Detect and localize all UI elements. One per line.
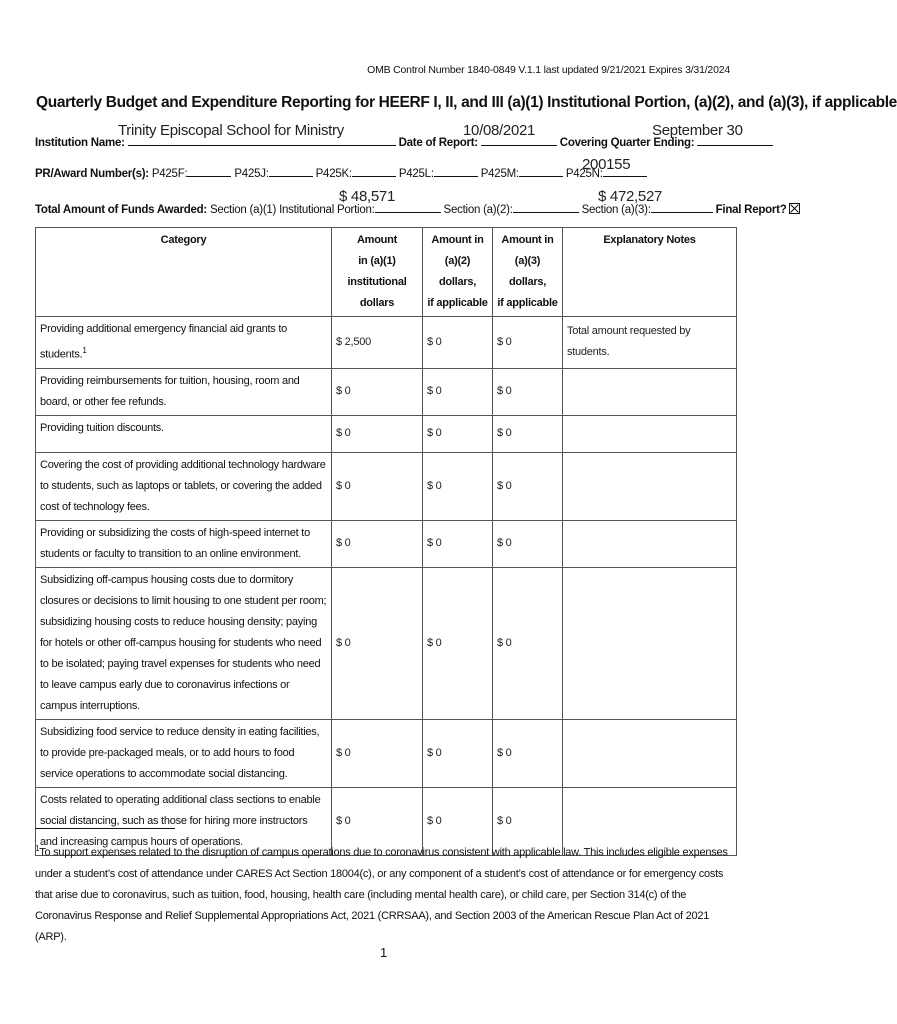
row-a2[interactable]: $ 0 — [423, 368, 493, 415]
row-category: Subsidizing food service to reduce density in eating facilities, to provide pre-packaged meals, or to add hours to food service operations to accommodate social distancing. — [36, 719, 332, 787]
p425f-field[interactable] — [187, 165, 231, 177]
header-a2: Amount in (a)(2) dollars, if applicable — [423, 228, 493, 317]
p425j-field[interactable] — [269, 165, 313, 177]
row-a3[interactable]: $ 0 — [493, 520, 563, 567]
row-category: Covering the cost of providing additional technology hardware to students, such as laptops or tablets, or covering the added cost of technology fees. — [36, 452, 332, 520]
row-a2[interactable]: $ 0 — [423, 719, 493, 787]
row-notes[interactable]: Total amount requested by students. — [563, 317, 737, 369]
award-label: PR/Award Number(s): — [35, 168, 149, 180]
row-a2[interactable]: $ 0 — [423, 787, 493, 855]
row-category: Providing additional emergency financial aid grants to students.$^1$ — [36, 317, 332, 369]
p425l-field[interactable] — [434, 165, 478, 177]
row-a3[interactable]: $ 0 — [493, 567, 563, 719]
table-header-row — [36, 228, 737, 317]
final-report-label: Final Report? — [715, 204, 787, 216]
table-row — [36, 452, 737, 520]
p425n-value: 200155 — [582, 156, 631, 173]
row-a3[interactable]: $ 0 — [493, 415, 563, 452]
row-notes[interactable] — [563, 719, 737, 787]
a3-label: Section (a)(3): — [581, 204, 651, 216]
row-a3[interactable]: $ 0 — [493, 719, 563, 787]
row-a3[interactable]: $ 0 — [493, 317, 563, 369]
expenditure-table — [35, 227, 737, 856]
row-category: Providing tuition discounts. — [36, 415, 332, 452]
p425k-field[interactable] — [352, 165, 396, 177]
a2-label: Section (a)(2): — [443, 204, 513, 216]
a2-field[interactable] — [513, 201, 579, 213]
footnote — [35, 838, 740, 948]
table-row — [36, 719, 737, 787]
total-funds-line — [35, 201, 800, 216]
quarter-value: September 30 — [652, 122, 743, 139]
p425l-label: P425L: — [398, 168, 434, 180]
row-a3[interactable]: $ 0 — [493, 368, 563, 415]
footnote-text: To support expenses related to the disruption of campus operations due to coronavirus consistent with applicable law. This includes eligible expenses under a student’s cost of attendance under CARES Act Section 18004(c), or any component of a student’s cost of attendance or for emergency costs that arise due to coronavirus, such as tuition, food, housing, health care (including mental health care), or child care, per Section 314(c) of the Coronavirus Response and Relief Supplemental Appropriations Act, 2021 (CRRSAA), and Section 2003 of the American Rescue Plan Act of 2021 (ARP). — [35, 846, 728, 943]
quarter-label: Covering Quarter Ending: — [559, 137, 695, 149]
row-a2[interactable]: $ 0 — [423, 452, 493, 520]
table-row — [36, 567, 737, 719]
row-a2[interactable]: $ 0 — [423, 567, 493, 719]
p425k-label: P425K: — [315, 168, 352, 180]
p425f-label: P425F: — [151, 168, 188, 180]
row-a1[interactable]: $ 0 — [332, 719, 423, 787]
footnote-divider — [35, 828, 175, 829]
final-report-checkbox[interactable] — [789, 203, 800, 214]
row-category: Providing reimbursements for tuition, housing, room and board, or other fee refunds. — [36, 368, 332, 415]
p425m-field[interactable] — [519, 165, 563, 177]
a1-label: Section (a)(1) Institutional Portion: — [209, 204, 375, 216]
row-a1[interactable]: $ 0 — [332, 567, 423, 719]
row-category: Subsidizing off-campus housing costs due to dormitory closures or decisions to limit housing to one student per room; subsidizing housing costs to reduce housing density; paying for hotels or other off-campus housing for students who need to be isolated; paying travel expenses for students who need to leave campus early due to coronavirus infections or campus interruptions. — [36, 567, 332, 719]
row-a1[interactable]: $ 0 — [332, 787, 423, 855]
header-a3: Amount in (a)(3) dollars, if applicable — [493, 228, 563, 317]
table-row — [36, 317, 737, 369]
row-a2[interactable]: $ 0 — [423, 415, 493, 452]
row-a1[interactable]: $ 0 — [332, 415, 423, 452]
p425n-label: P425N: — [565, 168, 603, 180]
institution-label: Institution Name: — [35, 137, 125, 149]
row-category: Costs related to operating additional class sections to enable social distancing, such as those for hiring more instructors and increasing campus hours of operations. — [36, 787, 332, 855]
table-row — [36, 368, 737, 415]
date-label: Date of Report: — [398, 137, 478, 149]
row-notes[interactable] — [563, 415, 737, 452]
row-notes[interactable] — [563, 452, 737, 520]
row-notes[interactable] — [563, 368, 737, 415]
header-a1: Amount in (a)(1) institutional dollars — [332, 228, 423, 317]
table-row — [36, 415, 737, 452]
row-a1[interactable]: $ 0 — [332, 452, 423, 520]
header-category: Category — [36, 228, 332, 317]
a1-value: $ 48,571 — [339, 188, 395, 205]
institution-value: Trinity Episcopal School for Ministry — [118, 122, 344, 139]
row-a3[interactable]: $ 0 — [493, 452, 563, 520]
p425m-label: P425M: — [480, 168, 519, 180]
a3-value: $ 472,527 — [598, 188, 663, 205]
total-label: Total Amount of Funds Awarded: — [35, 204, 208, 216]
table-row — [36, 520, 737, 567]
page-number: 1 — [380, 945, 388, 960]
row-notes[interactable] — [563, 520, 737, 567]
row-category: Providing or subsidizing the costs of high-speed internet to students or faculty to transition to an online environment. — [36, 520, 332, 567]
row-a1[interactable]: $ 0 — [332, 368, 423, 415]
row-a2[interactable]: $ 0 — [423, 317, 493, 369]
row-a3[interactable]: $ 0 — [493, 787, 563, 855]
row-a2[interactable]: $ 0 — [423, 520, 493, 567]
omb-control-number: OMB Control Number 1840-0849 V.1.1 last updated 9/21/2021 Expires 3/31/2024 — [367, 64, 730, 76]
award-line — [35, 165, 647, 180]
form-title: Quarterly Budget and Expenditure Reporting for HEERF I, II, and III (a)(1) Institutional Portion, (a)(2), and (a)(3), if applicable — [36, 94, 897, 111]
footnote-mark: 1 — [35, 844, 40, 853]
row-a1[interactable]: $ 2,500 — [332, 317, 423, 369]
date-value: 10/08/2021 — [463, 122, 536, 139]
row-notes[interactable] — [563, 567, 737, 719]
row-a1[interactable]: $ 0 — [332, 520, 423, 567]
header-notes: Explanatory Notes — [563, 228, 737, 317]
p425j-label: P425J: — [234, 168, 269, 180]
